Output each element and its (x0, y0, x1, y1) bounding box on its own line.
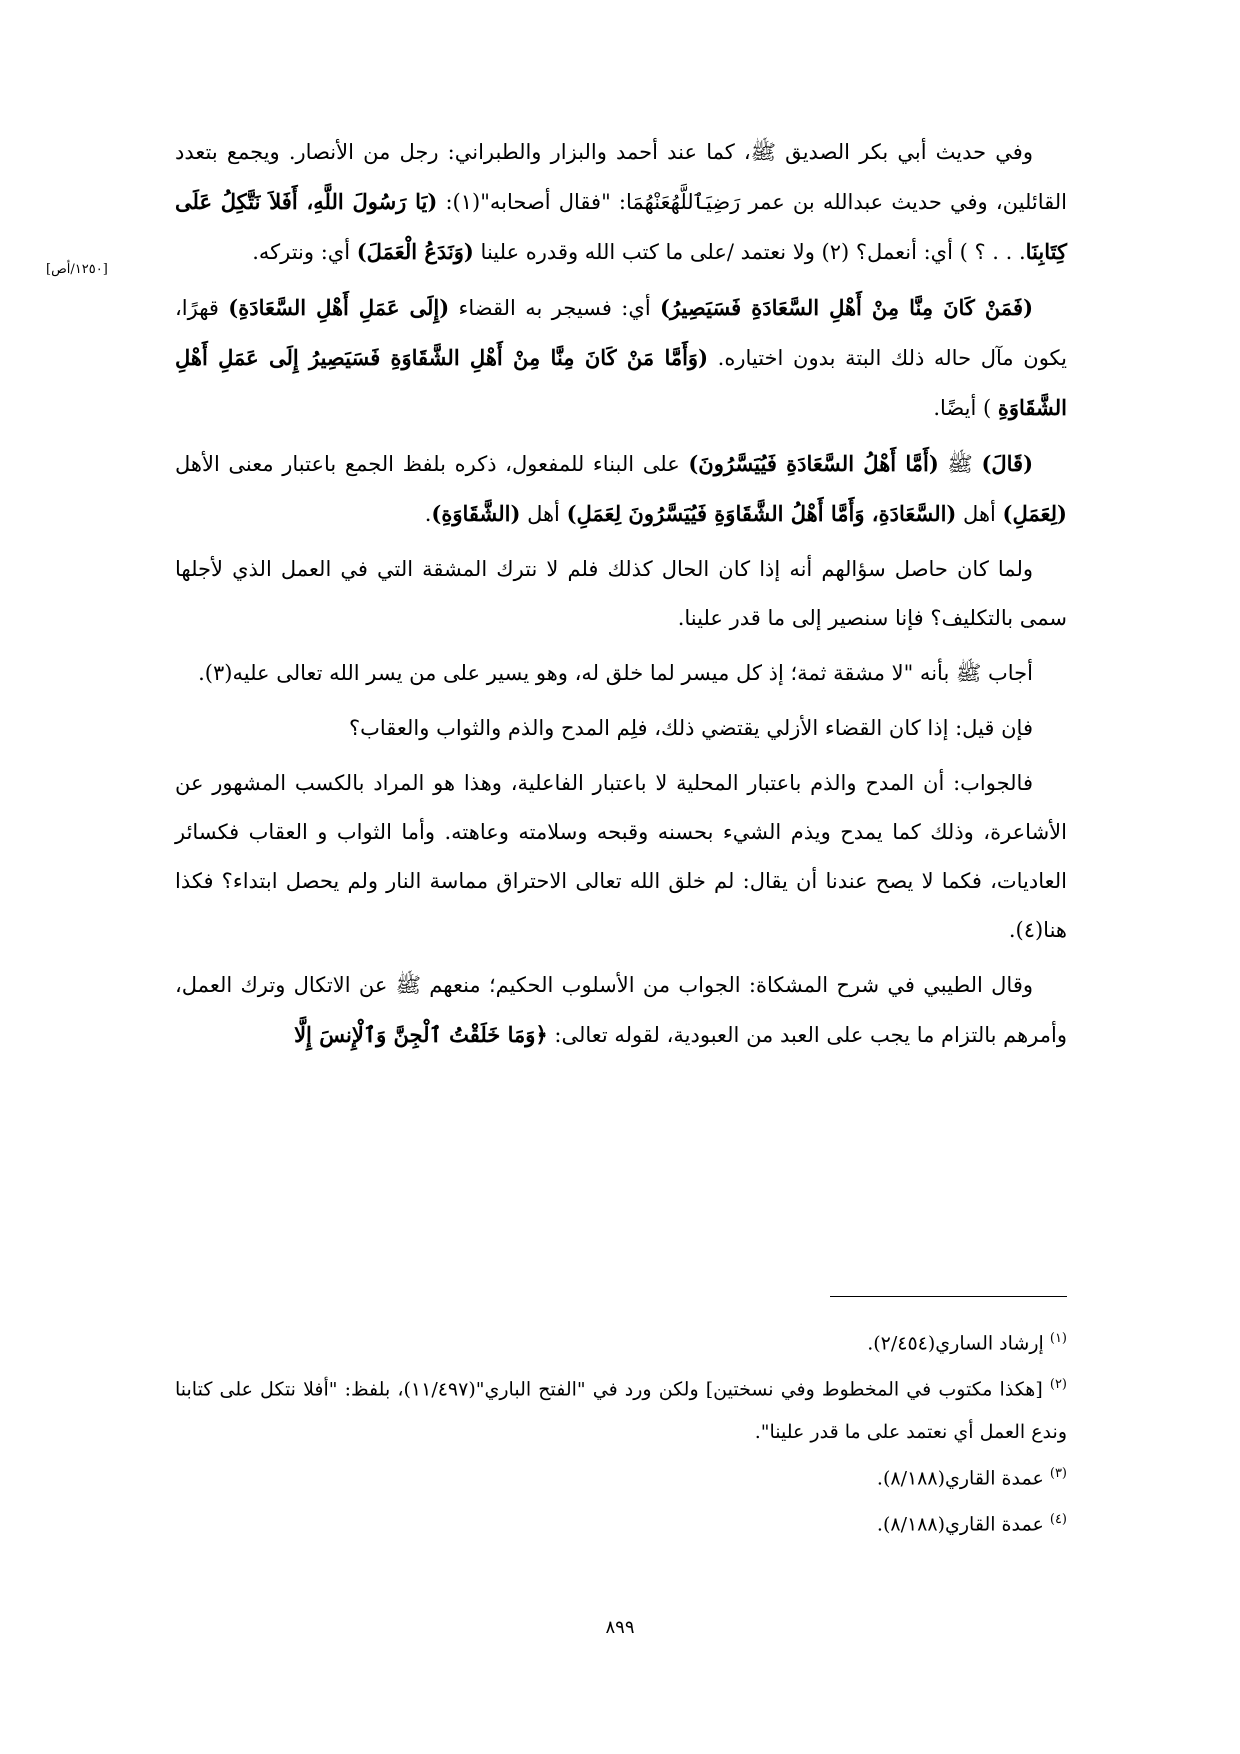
paragraph (175, 961, 1067, 1060)
quoted-hadith-text: (السَّعَادَةِ، وَأَمَّا أَهْلُ الشَّقَاوَةِ فَيُيَسَّرُونَ لِعَمَلِ) (566, 501, 957, 526)
footnote-mark: (١) (1049, 1331, 1067, 1346)
paragraph-text: قهرًا، يكون مآل حاله ذلك البتة بدون اختياره. (175, 296, 1067, 370)
paragraph-text: وقال الطيبي في شرح المشكاة: الجواب من الأسلوب الحكيم؛ منعهم ﷺ عن الاتكال وترك العمل، وأمرهم بالتزام ما يجب على العبد من العبودية، لقوله تعالى: (175, 973, 1067, 1047)
quoted-hadith-text: (قَالَ) (981, 451, 1034, 476)
footnote (175, 1453, 1067, 1499)
paragraph-text: ) أيضًا. (933, 396, 998, 420)
footnote (175, 1364, 1067, 1452)
paragraph-text: فالجواب: أن المدح والذم باعتبار المحلية لا باعتبار الفاعلية، وهذا هو المراد بالكسب المشهور عن الأشاعرة، وذلك كما يمدح ويذم الشيء بحسنه وقبحه وسلامته وعاهته. وأما الثواب و العقاب فكسائر العاديات، فكما لا يصح عندنا أن يقال: لم خلق الله تعالى الاحتراق مماسة النار ولم يحصل ابتداء؟ فكذا هنا(٤). (175, 771, 1067, 942)
paragraph-text: وفي حديث أبي بكر الصديق ﷺ، كما عند أحمد والبزار والطبراني: رجل من الأنصار. ويجمع بتعدد القائلين، وفي حديث عبدالله بن عمر رَضِيَٱللَّهُعَنْهُمَا: "فقال أصحابه"(١): (175, 140, 1068, 214)
quoted-hadith-text: (يَا رَسُولَ اللَّهِ، أَفَلاَ نَتَّكِلُ عَلَى كِتَابِنَا (175, 189, 1067, 264)
quoted-hadith-text: (لِعَمَلِ) (1002, 501, 1067, 526)
paragraph-text: على البناء للمفعول، ذكره بلفظ الجمع باعتبار معنى الأهل (175, 452, 689, 476)
quoted-hadith-text: ﴿وَمَا خَلَقْتُ ٱلْجِنَّ وَٱلْإِنسَ إِلَّا (294, 1022, 548, 1047)
paragraph (175, 649, 1067, 698)
margin-folio-note: [١٢٥٠/أص] (46, 262, 108, 277)
quoted-hadith-text: (وَأَمَّا مَنْ كَانَ مِنَّا مِنْ أَهْلِ الشَّقَاوَةِ فَسَيَصِيرُ إِلَى عَمَلِ أَهْلِ الشَّقَاوَةِ (175, 345, 1067, 420)
footnotes (175, 1318, 1067, 1545)
paragraph-text: ﷺ (938, 452, 982, 476)
paragraph-text: أي: ونتركه. (252, 240, 357, 264)
footnote (175, 1499, 1067, 1545)
paragraph-text: أجاب ﷺ بأنه "لا مشقة ثمة؛ إذ كل ميسر لما خلق له، وهو يسير على من يسر الله تعالى عليه(٣). (198, 661, 1033, 685)
paragraph (175, 704, 1067, 753)
quoted-hadith-text: (الشَّقَاوَةِ) (431, 501, 521, 526)
footnote-text: عمدة القاري(٨/١٨٨). (876, 1466, 1044, 1489)
footnote-text: عمدة القاري(٨/١٨٨). (876, 1513, 1044, 1536)
footnote-text: [هكذا مكتوب في المخطوط وفي نسختين] ولكن ورد في "الفتح الباري"(١١/٤٩٧)، بلفظ: "أفلا نتكل على كتابنا وندع العمل أي نعتمد على ما قدر علينا". (175, 1378, 1067, 1443)
footnote (175, 1318, 1067, 1364)
footnote-mark: (٣) (1049, 1465, 1067, 1481)
paragraph-text: أي: فسيجر به القضاء (449, 296, 661, 320)
paragraph-text: أهل (520, 502, 567, 526)
paragraph-text: فإن قيل: إذا كان القضاء الأزلي يقتضي ذلك، فلِم المدح والذم والثواب والعقاب؟ (348, 716, 1033, 740)
paragraph (175, 759, 1067, 955)
paragraph (175, 128, 1067, 277)
quoted-hadith-text: (أَمَّا أَهْلُ السَّعَادَةِ فَيُيَسَّرُونَ) (688, 451, 939, 476)
footnote-separator (830, 1296, 1067, 1297)
paragraph-text: ولما كان حاصل سؤالهم أنه إذا كان الحال كذلك فلم لا نترك المشقة التي في العمل الذي لأجلها سمى بالتكليف؟ فإنا سنصير إلى ما قدر علينا. (175, 557, 1067, 630)
paragraph (175, 545, 1067, 643)
paragraph (175, 439, 1067, 539)
quoted-hadith-text: (وَنَدَعُ الْعَمَلَ) (356, 239, 474, 264)
footnote-mark: (٤) (1049, 1511, 1067, 1527)
paragraph-text: . (424, 502, 432, 526)
page-number: ٨٩٩ (605, 1617, 635, 1638)
main-text (175, 128, 1067, 1066)
paragraph-text: أهل (956, 502, 1003, 526)
footnote-mark: (٢) (1049, 1377, 1067, 1393)
footnote-text: إرشاد الساري(٢/٤٥٤). (867, 1332, 1044, 1355)
quoted-hadith-text: (فَمَنْ كَانَ مِنَّا مِنْ أَهْلِ السَّعَادَةِ فَسَيَصِيرُ) (660, 295, 1034, 320)
paragraph (175, 283, 1067, 433)
quoted-hadith-text: (إِلَى عَمَلِ أَهْلِ السَّعَادَةِ) (228, 295, 450, 320)
paragraph-text: . . . ؟ ) أي: أنعمل؟ (٢) ولا نعتمد /على ما كتب الله وقدره علينا (473, 240, 1026, 264)
